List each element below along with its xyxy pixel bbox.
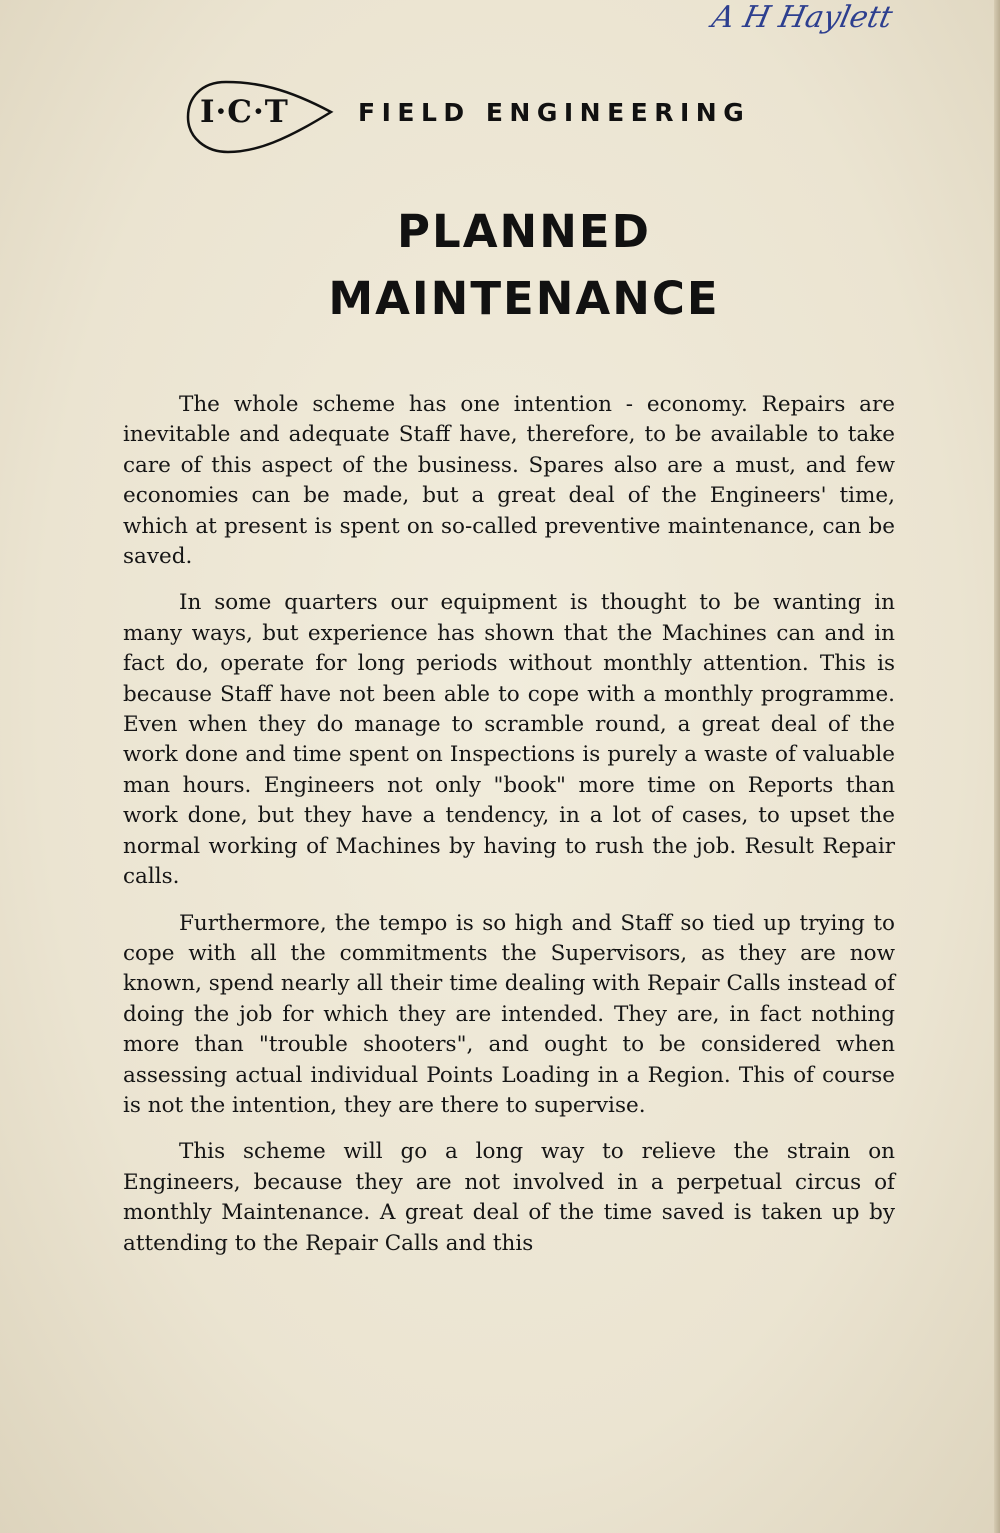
logo-text: I·C·T xyxy=(200,94,289,130)
page-title-line-2: MAINTENANCE xyxy=(328,272,720,325)
paragraph: In some quarters our equipment is thought to be wanting in many ways, but experience has shown that the Machines can and in fact do, operate for long periods without monthly attention. This is because Staff have not been able to cope with a monthly programme. Even when they do manage to scramble round, a great deal of the work done and time spent on Inspections is purely a waste of valuable man hours. Engineers not only "book" more time on Reports than work done, but they have a tendency, in a lot of cases, to upset the normal working of Machines by having to rush the job. Result Repair calls. xyxy=(123,590,895,890)
ict-logo xyxy=(186,78,336,156)
body-text xyxy=(123,390,895,1275)
document-header xyxy=(186,78,866,156)
handwritten-signature: A H Haylett xyxy=(708,0,896,35)
paragraph: The whole scheme has one intention - economy. Repairs are inevitable and adequate Staff have, therefore, to be available to take care of this aspect of the business. Spares also are a must, and few economies can be made, but a great deal of the Engineers' time, which at present is spent on so-called preventive maintenance, can be saved. xyxy=(123,392,895,570)
page-title-line-1: PLANNED xyxy=(397,205,651,258)
paragraph: Furthermore, the tempo is so high and Staff so tied up trying to cope with all the commitments the Supervisors, as they are now known, spend nearly all their time dealing with Repair Calls instead of doing the job for which they are intended. They are, in fact nothing more than "trouble shooters", and ought to be considered when assessing actual individual Points Loading in a Region. This of course is not the intention, they are there to supervise. xyxy=(123,910,895,1118)
paragraph: This scheme will go a long way to relieve the strain on Engineers, because they are not involved in a perpetual circus of monthly Maintenance. A great deal of the time saved is taken up by attending to the Repair Calls and this xyxy=(123,1139,895,1256)
header-title: FIELD ENGINEERING xyxy=(358,98,751,127)
